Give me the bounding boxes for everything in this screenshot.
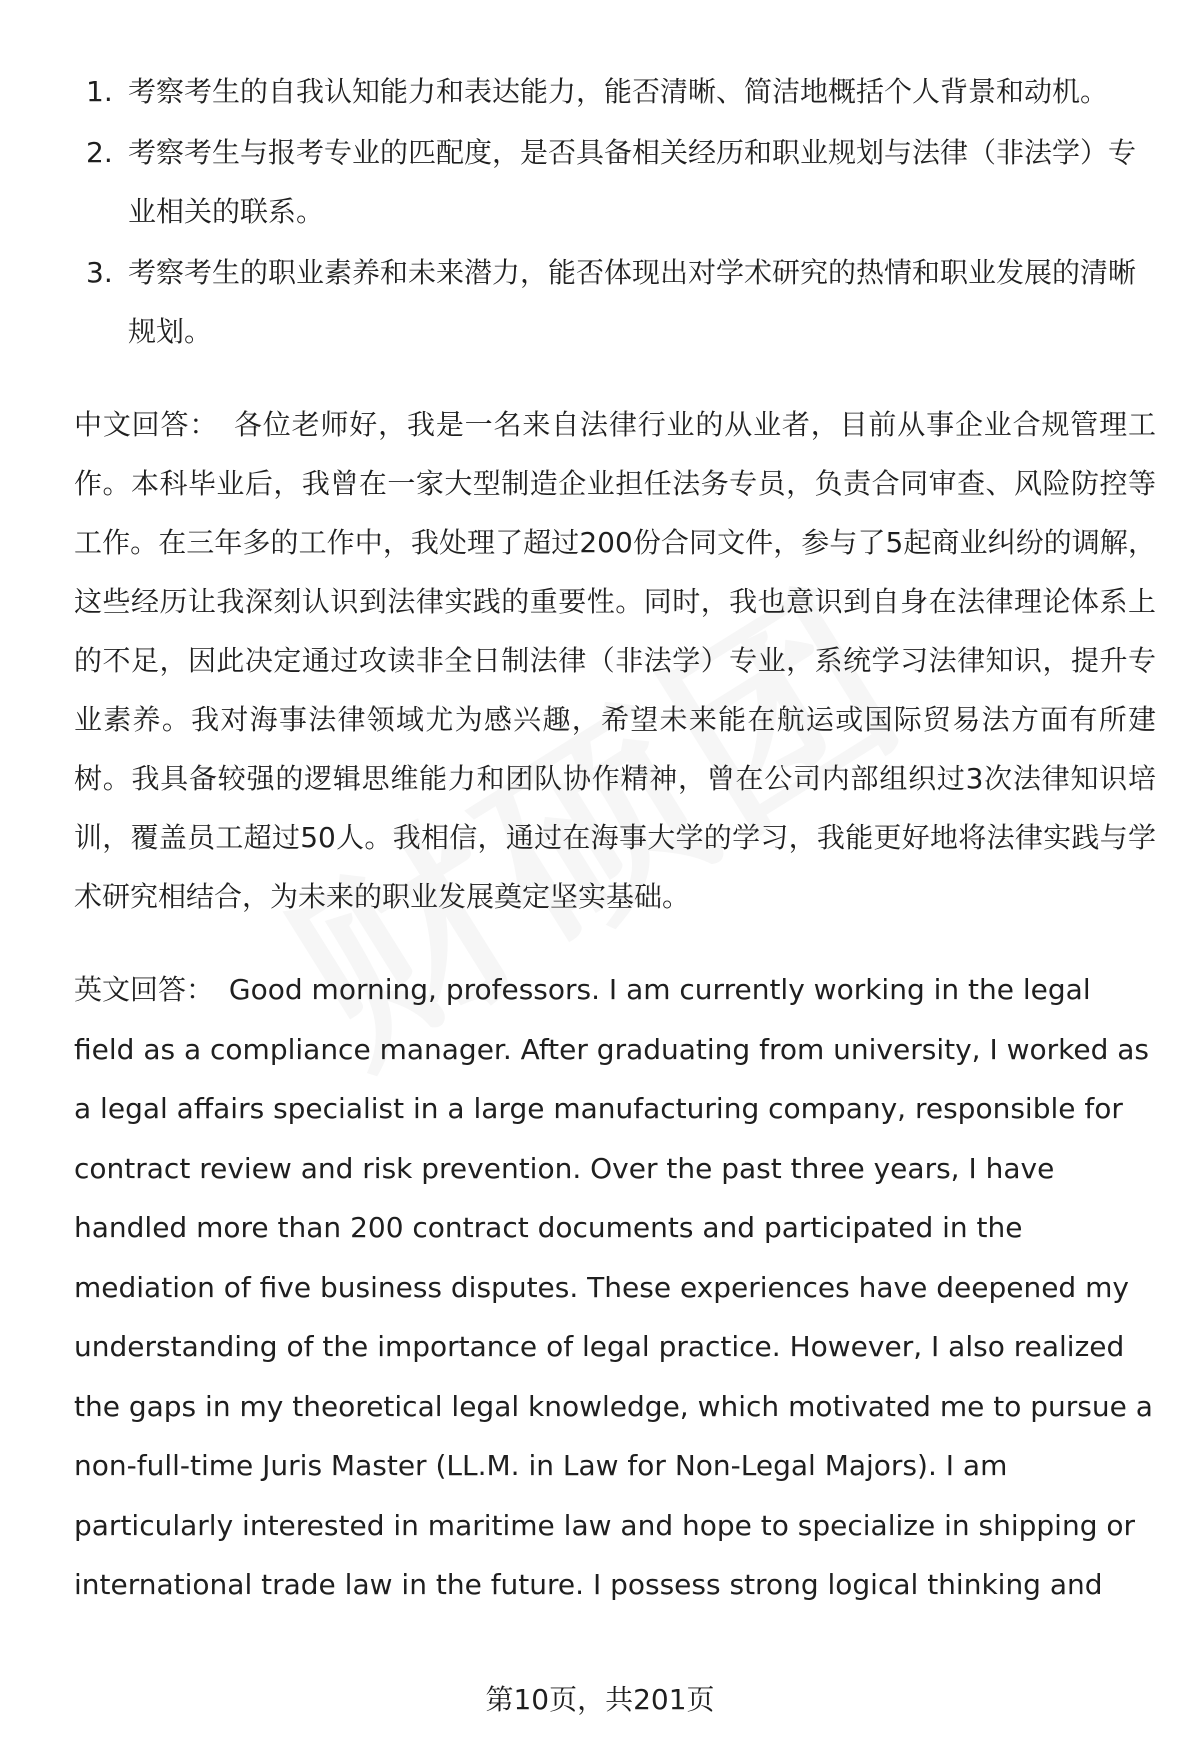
list-number: 1. xyxy=(86,75,113,108)
list-item xyxy=(74,243,1156,361)
english-answer-paragraph xyxy=(74,960,1156,1615)
list-item xyxy=(74,123,1156,241)
criteria-list xyxy=(74,62,1156,361)
chinese-answer-paragraph xyxy=(74,395,1156,926)
list-text: 考察考生的职业素养和未来潜力，能否体现出对学术研究的热情和职业发展的清晰规划。 xyxy=(128,256,1137,348)
list-number: 3. xyxy=(86,256,113,289)
page-footer: 第10页，共201页 xyxy=(485,1683,715,1716)
list-number: 2. xyxy=(86,136,113,169)
chinese-answer-text: 各位老师好，我是一名来自法律行业的从业者，目前从事企业合规管理工作。本科毕业后，我曾在一家大型制造企业担任法务专员，负责合同审查、风险防控等工作。在三年多的工作中，我处理了超过200份合同文件，参与了5起商业纠纷的调解，这些经历让我深刻认识到法律实践的重要性。同时，我也意识到自身在法律理论体系上的不足，因此决定通过攻读非全日制法律（非法学）专业，系统学习法律知识，提升专业素养。我对海事法律领域尤为感兴趣，希望未来能在航运或国际贸易法方面有所建树。我具备较强的逻辑思维能力和团队协作精神，曾在公司内部组织过3次法律知识培训，覆盖员工超过50人。我相信，通过在海事大学的学习，我能更好地将法律实践与学术研究相结合，为未来的职业发展奠定坚实基础。 xyxy=(74,408,1156,913)
document-page xyxy=(74,62,1156,1615)
chinese-answer-label: 中文回答： xyxy=(74,408,219,441)
list-text: 考察考生的自我认知能力和表达能力，能否清晰、简洁地概括个人背景和动机。 xyxy=(128,75,1109,108)
list-text: 考察考生与报考专业的匹配度，是否具备相关经历和职业规划与法律（非法学）专业相关的联系。 xyxy=(128,136,1137,228)
list-item xyxy=(74,62,1156,121)
english-answer-label: 英文回答： xyxy=(74,973,215,1006)
english-answer-text: Good morning, professors. I am currently working in the legal field as a compliance manager. After graduating from university, I worked as a legal affairs specialist in a large manufacturing company, responsible for contract review and risk prevention. Over the past three years, I have handled more than 200 contract documents and participated in the mediation of five business disputes. These experiences have deepened my understanding of the importance of legal practice. However, I also realized the gaps in my theoretical legal knowledge, which motivated me to pursue a non-full-time Juris Master (LL.M. in Law for Non-Legal Majors). I am particularly interested in maritime law and hope to specialize in shipping or international trade law in the future. I possess strong logical thinking and xyxy=(74,973,1153,1601)
